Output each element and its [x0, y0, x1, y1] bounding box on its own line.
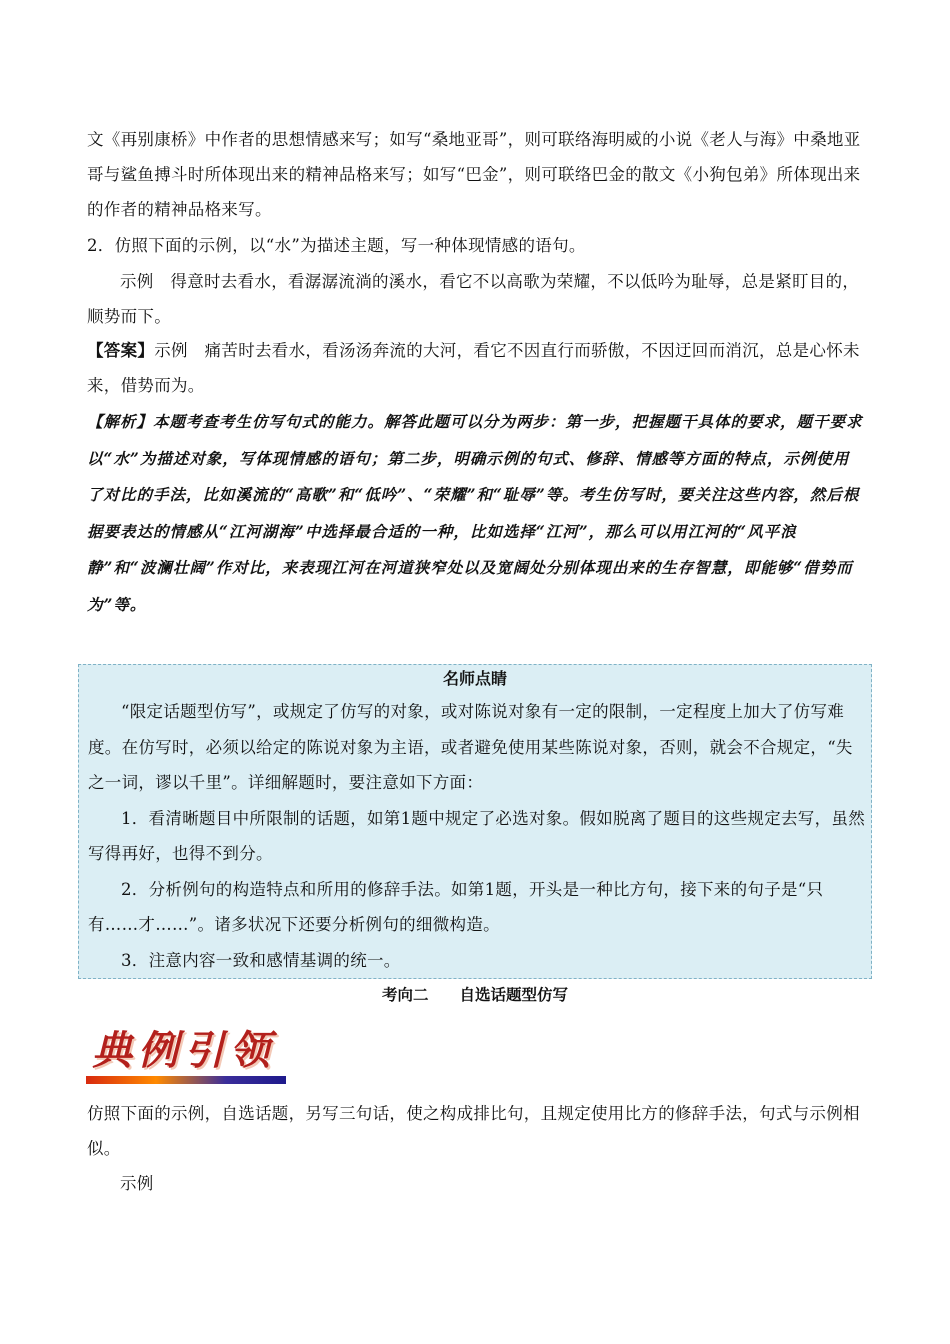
section-title: 考向二 自选话题型仿写 — [381, 986, 568, 1004]
analysis-label: 【解析】 — [87, 412, 154, 431]
question-2: 2．仿照下面的示例，以“水”为描述主题，写一种体现情感的语句。 — [87, 236, 586, 255]
answer-text: 示例 痛苦时去看水，看汤汤奔流的大河，看它不因直行而骄傲，不因迂回而消沉，总是心怀未来，借势而为。 — [87, 341, 860, 395]
tip-box-title: 名师点睛 — [442, 669, 507, 688]
tip-intro: “限定话题型仿写”，或规定了仿写的对象，或对陈说对象有一定的限制，一定程度上加大了仿写难度。在仿写时，必须以给定的陈说对象为主语，或者避免使用某些陈说对象，否则，就会不合规定，“失之一词，谬以千里”。详细解题时，要注意如下方面： — [88, 702, 853, 792]
tip-box-content — [88, 694, 866, 978]
example-label: 示例 — [120, 1174, 154, 1193]
tip-box — [78, 664, 872, 979]
tip-point-2: 2．分析例句的构造特点和所用的修辞手法。如第1题，开头是一种比方句，接下来的句子是“只有……才……”。诸多状况下还要分析例句的细微构造。 — [88, 879, 824, 934]
typical-example-banner — [86, 1020, 286, 1086]
answer-paragraph — [87, 333, 865, 403]
analysis-text: 本题考查考生仿写句式的能力。解答此题可以分为两步：第一步，把握题干具体的要求，题干要求以“水”为描述对象，写体现情感的语句；第二步，明确示例的句式、修辞、情感等方面的特点，示例使用了对比的手法，比如溪流的“高歌”和“低吟”、“荣耀”和“耻辱”等。考生仿写时，要关注这些内容，然后根据要表达的情感从“江河湖海”中选择最合适的一种，比如选择“江河”，那么可以用江河的“风平浪静”和“波澜壮阔”作对比，来表现江河在河道狭窄处以及宽阔处分别体现出来的生存智慧，即能够“借势而为”等。 — [87, 412, 863, 614]
top-paragraph: 文《再别康桥》中作者的思想情感来写；如写“桑地亚哥”，则可联络海明威的小说《老人与海》中桑地亚哥与鲨鱼搏斗时所体现出来的精神品格来写；如写“巴金”，则可联络巴金的散文《小狗包弟》所体现出来的作者的精神品格来写。 — [87, 130, 861, 219]
example-sentence: 示例 得意时去看水，看潺潺流淌的溪水，看它不以高歌为荣耀，不以低吟为耻辱，总是紧盯目的，顺势而下。 — [87, 272, 860, 326]
banner-text: 典例引领 — [92, 1028, 276, 1074]
banner-underline — [86, 1076, 286, 1084]
answer-label: 【答案】 — [87, 341, 155, 360]
tip-point-1: 1．看清晰题目中所限制的话题，如第1题中规定了必选对象。假如脱离了题目的这些规定去写，虽然写得再好，也得不到分。 — [88, 808, 865, 863]
prompt-paragraph: 仿照下面的示例，自选话题，另写三句话，使之构成排比句，且规定使用比方的修辞手法，句式与示例相似。 — [87, 1104, 860, 1158]
analysis-paragraph — [87, 404, 865, 623]
tip-point-3: 3．注意内容一致和感情基调的统一。 — [121, 950, 401, 970]
